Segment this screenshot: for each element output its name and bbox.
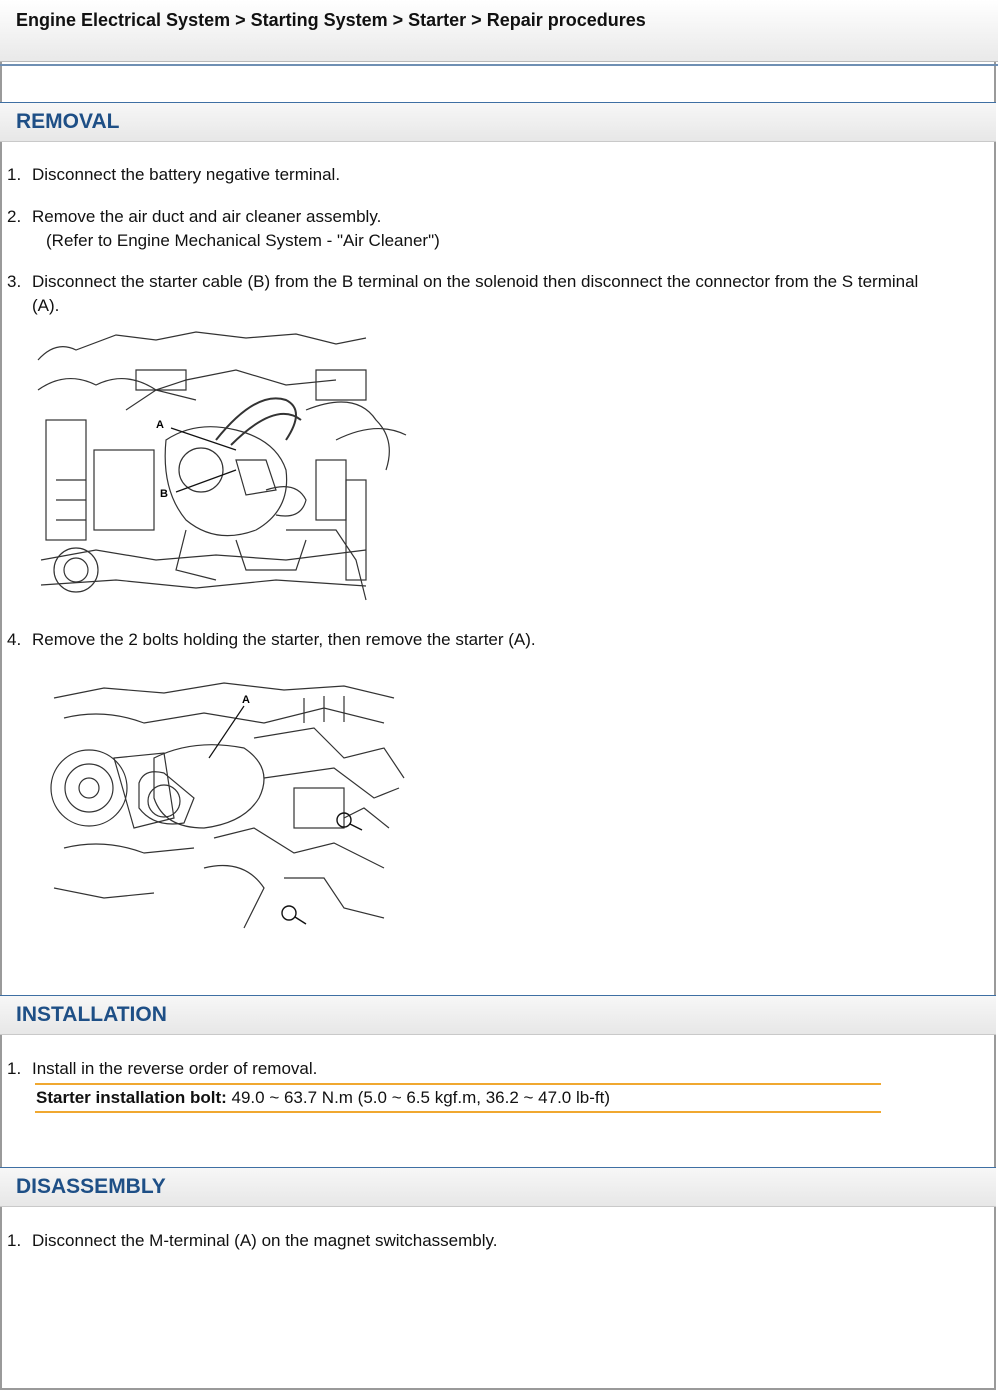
torque-spec-label: Starter installation bolt: bbox=[36, 1088, 227, 1107]
installation-heading: INSTALLATION bbox=[0, 995, 996, 1035]
step-text: Disconnect the battery negative terminal. bbox=[32, 165, 341, 184]
step-number: 2. bbox=[7, 207, 22, 226]
breadcrumb: Engine Electrical System > Starting System > Starter > Repair procedures bbox=[0, 0, 998, 62]
step-text: Disconnect the starter cable (B) from the B terminal on the solenoid then disconnect the connector from the S terminal (A). bbox=[32, 272, 919, 315]
starter-bolts-diagram bbox=[44, 678, 406, 934]
label-b: B bbox=[160, 488, 168, 500]
step-number: 1. bbox=[7, 165, 22, 184]
torque-spec bbox=[35, 1083, 881, 1113]
step-text: Remove the air duct and air cleaner assembly. bbox=[32, 207, 382, 226]
step-number: 1. bbox=[7, 1059, 22, 1078]
step-text: Install in the reverse order of removal. bbox=[32, 1059, 318, 1078]
breadcrumb-divider bbox=[0, 64, 998, 66]
step-number: 4. bbox=[7, 630, 22, 649]
step-note: (Refer to Engine Mechanical System - "Air Cleaner") bbox=[46, 231, 440, 250]
starter-cable-diagram bbox=[36, 330, 410, 604]
step-number: 1. bbox=[7, 1231, 22, 1250]
label-a: A bbox=[156, 419, 164, 431]
disassembly-heading: DISASSEMBLY bbox=[0, 1167, 996, 1207]
step-text: Remove the 2 bolts holding the starter, then remove the starter (A). bbox=[32, 630, 536, 649]
label-a: A bbox=[242, 694, 250, 706]
step-number: 3. bbox=[7, 272, 22, 291]
torque-spec-value: 49.0 ~ 63.7 N.m (5.0 ~ 6.5 kgf.m, 36.2 ~ 47.0 lb-ft) bbox=[226, 1088, 610, 1107]
removal-heading: REMOVAL bbox=[0, 102, 996, 142]
step-text: Disconnect the M-terminal (A) on the magnet switchassembly. bbox=[32, 1231, 498, 1250]
